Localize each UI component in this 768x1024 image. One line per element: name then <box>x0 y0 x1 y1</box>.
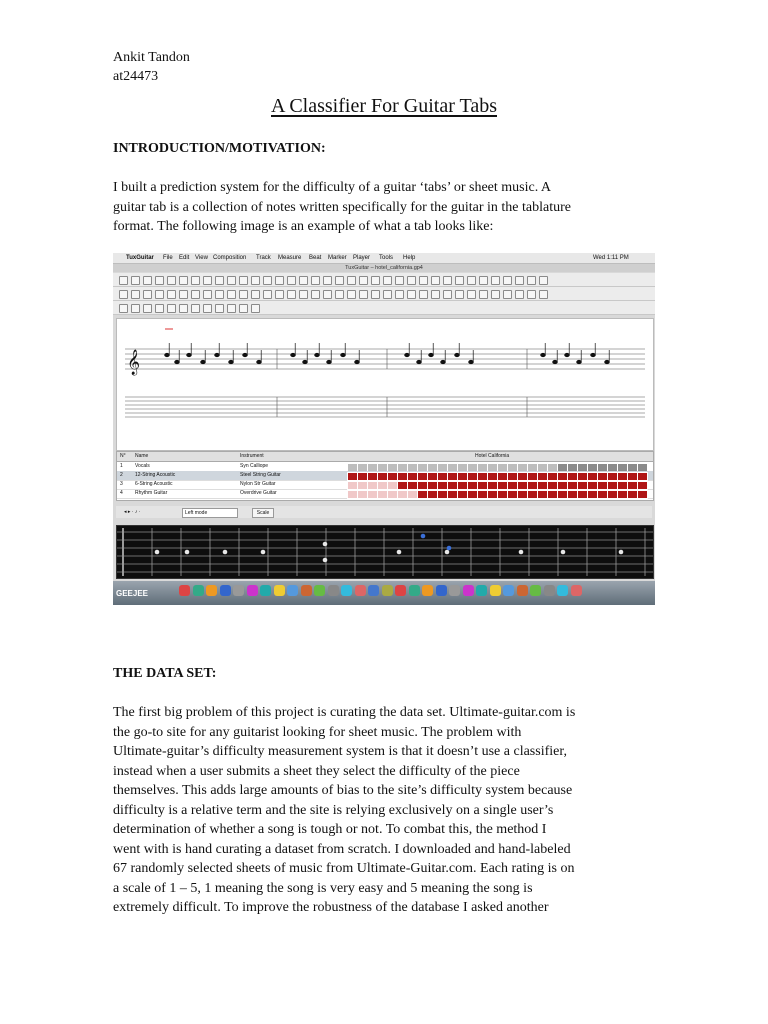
notation-staff <box>117 319 653 450</box>
paragraph-line: themselves. This adds large amounts of bias to the site’s difficulty system because <box>113 783 573 798</box>
toolbar-button-icon[interactable] <box>467 276 476 285</box>
dock-app-icon[interactable] <box>490 585 501 596</box>
toolbar-button-icon[interactable] <box>119 276 128 285</box>
toolbar-button-icon[interactable] <box>347 276 356 285</box>
menu-file: File <box>163 255 173 261</box>
toolbar-button-icon[interactable] <box>491 276 500 285</box>
toolbar-button-icon[interactable] <box>227 304 236 313</box>
note-head <box>201 360 206 364</box>
section-heading-data-set: THE DATA SET: <box>113 666 217 681</box>
toolbar-button-icon[interactable] <box>503 276 512 285</box>
dock-app-icon[interactable] <box>422 585 433 596</box>
paragraph-line: Ultimate-guitar’s difficulty measurement system is that it doesn’t use a classifier, <box>113 744 567 759</box>
toolbar-button-icon[interactable] <box>359 290 368 299</box>
toolbar-button-icon[interactable] <box>143 290 152 299</box>
note-head <box>605 360 610 364</box>
score-view <box>116 318 654 451</box>
note-head <box>417 360 422 364</box>
section-heading-introduction: INTRODUCTION/MOTIVATION: <box>113 141 326 156</box>
toolbar-button-icon[interactable] <box>131 304 140 313</box>
toolbar-button-icon[interactable] <box>371 290 380 299</box>
menu-tools: Tools <box>379 255 394 261</box>
toolbar-button-icon[interactable] <box>407 276 416 285</box>
col-number: N° <box>120 453 126 459</box>
toolbar-row-3 <box>113 301 655 315</box>
toolbar-button-icon[interactable] <box>491 290 500 299</box>
fretboard-drawing <box>117 526 653 578</box>
toolbar-button-icon[interactable] <box>275 276 284 285</box>
window-title: TuxGuitar – hotel_california.gp4 <box>113 264 655 272</box>
fret-marker <box>519 550 524 555</box>
fret-marker <box>261 550 266 555</box>
col-name: Name <box>135 453 149 459</box>
dock-app-icon[interactable] <box>206 585 217 596</box>
dock-logo: GEEJEE <box>116 589 149 598</box>
track-number: 2 <box>120 472 123 478</box>
note-head <box>553 360 558 364</box>
note-head <box>441 360 446 364</box>
dock-app-icon[interactable] <box>395 585 406 596</box>
toolbar-button-icon[interactable] <box>215 290 224 299</box>
toolbar-button-icon[interactable] <box>443 290 452 299</box>
dock-app-icon[interactable] <box>179 585 190 596</box>
paragraph-line: format. The following image is an example of what a tab looks like: <box>113 219 494 234</box>
toolbar-button-icon[interactable] <box>263 276 272 285</box>
paragraph-line: instead when a user submits a sheet they select the difficulty of the piece <box>113 763 520 779</box>
fretboard <box>116 525 654 579</box>
note-head <box>591 353 596 357</box>
transport-icons: ◂ ▸ · ♪ · <box>124 509 141 515</box>
toolbar-button-icon[interactable] <box>239 290 248 299</box>
note-head <box>303 360 308 364</box>
dock-app-icon[interactable] <box>274 585 285 596</box>
dock-app-icon[interactable] <box>409 585 420 596</box>
menu-help: Help <box>403 255 416 261</box>
toolbar-button-icon[interactable] <box>539 290 548 299</box>
toolbar-button-icon[interactable] <box>311 290 320 299</box>
menu-composition: Composition <box>213 255 247 261</box>
toolbar-button-icon[interactable] <box>251 290 260 299</box>
toolbar-button-icon[interactable] <box>395 290 404 299</box>
menu-player: Player <box>353 255 371 261</box>
toolbar-button-icon[interactable] <box>455 290 464 299</box>
note-head <box>315 353 320 357</box>
toolbar-button-icon[interactable] <box>167 276 176 285</box>
paragraph-line: The first big problem of this project is curating the data set. Ultimate-guitar.com is <box>113 705 576 720</box>
paragraph-line: extremely difficult. To improve the robustness of the database I asked another <box>113 900 549 915</box>
dock-app-icon[interactable] <box>355 585 366 596</box>
menu-track: Track <box>256 255 271 261</box>
toolbar-button-icon[interactable] <box>155 276 164 285</box>
fret-marker <box>323 558 328 563</box>
note-head <box>215 353 220 357</box>
toolbar-button-icon[interactable] <box>239 276 248 285</box>
paragraph-line: determination of whether a song is tough or not. To combat this, the method I <box>113 822 547 837</box>
dock-app-icon[interactable] <box>233 585 244 596</box>
toolbar-button-icon[interactable] <box>119 304 128 313</box>
toolbar-button-icon[interactable] <box>407 290 416 299</box>
dock-app-icon[interactable] <box>449 585 460 596</box>
toolbar-button-icon[interactable] <box>419 290 428 299</box>
fret-marker <box>561 550 566 555</box>
menubar-clock: Wed 1:11 PM <box>593 255 629 261</box>
toolbar-button-icon[interactable] <box>479 290 488 299</box>
dock-app-icon[interactable] <box>382 585 393 596</box>
note-head <box>229 360 234 364</box>
toolbar-button-icon[interactable] <box>503 290 512 299</box>
toolbar-button-icon[interactable] <box>179 304 188 313</box>
fret-marker <box>447 546 452 551</box>
toolbar-button-icon[interactable] <box>251 276 260 285</box>
dock-app-icon[interactable] <box>463 585 474 596</box>
track-instrument: Steel String Guitar <box>240 472 281 478</box>
note-head <box>355 360 360 364</box>
toolbar-button-icon[interactable] <box>263 290 272 299</box>
toolbar-button-icon[interactable] <box>419 276 428 285</box>
toolbar-button-icon[interactable] <box>431 290 440 299</box>
note-head <box>327 360 332 364</box>
menu-app: TuxGuitar <box>126 255 154 261</box>
toolbar-button-icon[interactable] <box>251 304 260 313</box>
toolbar-button-icon[interactable] <box>167 304 176 313</box>
toolbar-button-icon[interactable] <box>167 290 176 299</box>
toolbar-button-icon[interactable] <box>299 290 308 299</box>
fret-marker <box>397 550 402 555</box>
toolbar-button-icon[interactable] <box>191 304 200 313</box>
paragraph-line: went with is hand curating a dataset from scratch. I downloaded and hand-labeled <box>113 841 571 857</box>
toolbar-button-icon[interactable] <box>299 276 308 285</box>
fret-marker <box>185 550 190 555</box>
paragraph-line: difficulty is a relative term and the site is relying exclusively on a single user’s <box>113 802 554 818</box>
intro-paragraph <box>113 178 658 237</box>
fret-marker <box>323 542 328 547</box>
toolbar-button-icon[interactable] <box>431 276 440 285</box>
track-name: Rhythm Guitar <box>135 490 168 496</box>
paragraph-line: the go-to site for any guitarist looking for sheet music. The problem with <box>113 724 522 740</box>
toolbar-row-1 <box>113 273 655 287</box>
toolbar-button-icon[interactable] <box>359 276 368 285</box>
dock-app-icon[interactable] <box>247 585 258 596</box>
dock-app-icon[interactable] <box>571 585 582 596</box>
toolbar-button-icon[interactable] <box>395 276 404 285</box>
dock-app-icon[interactable] <box>314 585 325 596</box>
track-table <box>116 451 654 501</box>
toolbar-button-icon[interactable] <box>131 276 140 285</box>
fret-marker <box>619 550 624 555</box>
note-head <box>175 360 180 364</box>
toolbar-row-2 <box>113 287 655 301</box>
toolbar-button-icon[interactable] <box>155 304 164 313</box>
track-name: 6-String Acoustic <box>135 481 173 487</box>
toolbar-button-icon[interactable] <box>383 276 392 285</box>
dock-app-icon[interactable] <box>260 585 271 596</box>
menu-beat: Beat <box>309 255 322 261</box>
toolbar-button-icon[interactable] <box>371 276 380 285</box>
dock-app-icon[interactable] <box>544 585 555 596</box>
note-head <box>565 353 570 357</box>
toolbar-button-icon[interactable] <box>479 276 488 285</box>
track-instrument: Syn Calliope <box>240 463 269 469</box>
dock-app-icon[interactable] <box>301 585 312 596</box>
track-number: 3 <box>120 481 123 487</box>
tuxguitar-screenshot <box>113 253 655 605</box>
scale-button[interactable]: Scale <box>252 508 274 518</box>
paragraph-line: I built a prediction system for the difficulty of a guitar ‘tabs’ or sheet music. A <box>113 180 552 195</box>
mac-menubar <box>113 253 655 264</box>
dock-app-icon[interactable] <box>193 585 204 596</box>
dock-app-icon[interactable] <box>503 585 514 596</box>
toolbar-button-icon[interactable] <box>311 276 320 285</box>
track-name: Vocals <box>135 463 150 469</box>
author-id: at24473 <box>113 69 159 84</box>
toolbar-button-icon[interactable] <box>383 290 392 299</box>
track-measures <box>347 462 649 471</box>
toolbar-button-icon[interactable] <box>143 304 152 313</box>
track-number: 1 <box>120 463 123 469</box>
toolbar-button-icon[interactable] <box>527 276 536 285</box>
toolbar-button-icon[interactable] <box>287 276 296 285</box>
toolbar-button-icon[interactable] <box>527 290 536 299</box>
toolbar-button-icon[interactable] <box>443 276 452 285</box>
dock-app-icon[interactable] <box>220 585 231 596</box>
toolbar-button-icon[interactable] <box>287 290 296 299</box>
track-measures <box>347 489 649 498</box>
note-head <box>577 360 582 364</box>
toolbar-button-icon[interactable] <box>239 304 248 313</box>
toolbar-button-icon[interactable] <box>275 290 284 299</box>
fretboard-controls <box>116 506 652 518</box>
track-measures <box>347 471 649 480</box>
author-name: Ankit Tandon <box>113 50 190 65</box>
toolbar-button-icon[interactable] <box>179 276 188 285</box>
toolbar-button-icon[interactable] <box>215 276 224 285</box>
song-title: Hotel California <box>475 453 510 459</box>
dock-app-icon[interactable] <box>368 585 379 596</box>
note-head <box>469 360 474 364</box>
toolbar-button-icon[interactable] <box>335 290 344 299</box>
dock-app-icon[interactable] <box>436 585 447 596</box>
author-block <box>113 48 190 86</box>
note-head <box>429 353 434 357</box>
data-set-paragraph <box>113 703 658 918</box>
toolbar-button-icon[interactable] <box>155 290 164 299</box>
note-head <box>341 353 346 357</box>
toolbar-button-icon[interactable] <box>203 276 212 285</box>
dock-app-icon[interactable] <box>328 585 339 596</box>
toolbar-button-icon[interactable] <box>131 290 140 299</box>
toolbar-button-icon[interactable] <box>143 276 152 285</box>
toolbar-button-icon[interactable] <box>119 290 128 299</box>
toolbar-button-icon[interactable] <box>347 290 356 299</box>
paragraph-line: guitar tab is a collection of notes written specifically for the guitar in the tablature <box>113 199 571 215</box>
toolbar-button-icon[interactable] <box>191 276 200 285</box>
menu-measure: Measure <box>278 255 302 261</box>
track-row[interactable] <box>117 489 653 499</box>
dock-app-icon[interactable] <box>476 585 487 596</box>
note-head <box>455 353 460 357</box>
toolbar-button-icon[interactable] <box>215 304 224 313</box>
toolbar-button-icon[interactable] <box>455 276 464 285</box>
dock-app-icon[interactable] <box>287 585 298 596</box>
svg-text:𝄞: 𝄞 <box>127 350 141 375</box>
menu-marker: Marker <box>328 255 347 261</box>
toolbar-button-icon[interactable] <box>467 290 476 299</box>
document-title: A Classifier For Guitar Tabs <box>271 95 497 117</box>
fret-marker <box>421 534 426 539</box>
track-table-header <box>117 452 653 462</box>
toolbar-button-icon[interactable] <box>515 276 524 285</box>
toolbar-button-icon[interactable] <box>335 276 344 285</box>
dock-app-icon[interactable] <box>530 585 541 596</box>
track-instrument: Overdrive Guitar <box>240 490 277 496</box>
toolbar-button-icon[interactable] <box>179 290 188 299</box>
mode-select[interactable]: Left mode <box>182 508 238 518</box>
track-measures <box>347 480 649 489</box>
menu-view: View <box>195 255 208 261</box>
toolbar-button-icon[interactable] <box>203 290 212 299</box>
note-head <box>165 353 170 357</box>
mac-dock <box>113 581 655 605</box>
toolbar-button-icon[interactable] <box>203 304 212 313</box>
toolbar-button-icon[interactable] <box>227 276 236 285</box>
toolbar-button-icon[interactable] <box>515 290 524 299</box>
track-instrument: Nylon Str Guitar <box>240 481 276 487</box>
paragraph-line: a scale of 1 – 5, 1 meaning the song is very easy and 5 meaning the song is <box>113 880 533 896</box>
toolbar-button-icon[interactable] <box>539 276 548 285</box>
dock-app-icon[interactable] <box>517 585 528 596</box>
note-head <box>187 353 192 357</box>
paragraph-line: 67 randomly selected sheets of music from Ultimate-Guitar.com. Each rating is on <box>113 861 575 876</box>
fret-marker <box>155 550 160 555</box>
note-head <box>541 353 546 357</box>
note-head <box>243 353 248 357</box>
note-head <box>291 353 296 357</box>
toolbar-button-icon[interactable] <box>323 276 332 285</box>
measure-cell <box>637 490 648 499</box>
col-instrument: Instrument <box>240 453 264 459</box>
note-head <box>257 360 262 364</box>
note-head <box>405 353 410 357</box>
toolbar-button-icon[interactable] <box>191 290 200 299</box>
fret-marker <box>223 550 228 555</box>
menu-edit: Edit <box>179 255 190 261</box>
toolbar-button-icon[interactable] <box>227 290 236 299</box>
dock-app-icon[interactable] <box>341 585 352 596</box>
track-name: 12-String Acoustic <box>135 472 176 478</box>
dock-app-icon[interactable] <box>557 585 568 596</box>
track-number: 4 <box>120 490 123 496</box>
toolbar-button-icon[interactable] <box>323 290 332 299</box>
fret-marker <box>445 550 450 555</box>
